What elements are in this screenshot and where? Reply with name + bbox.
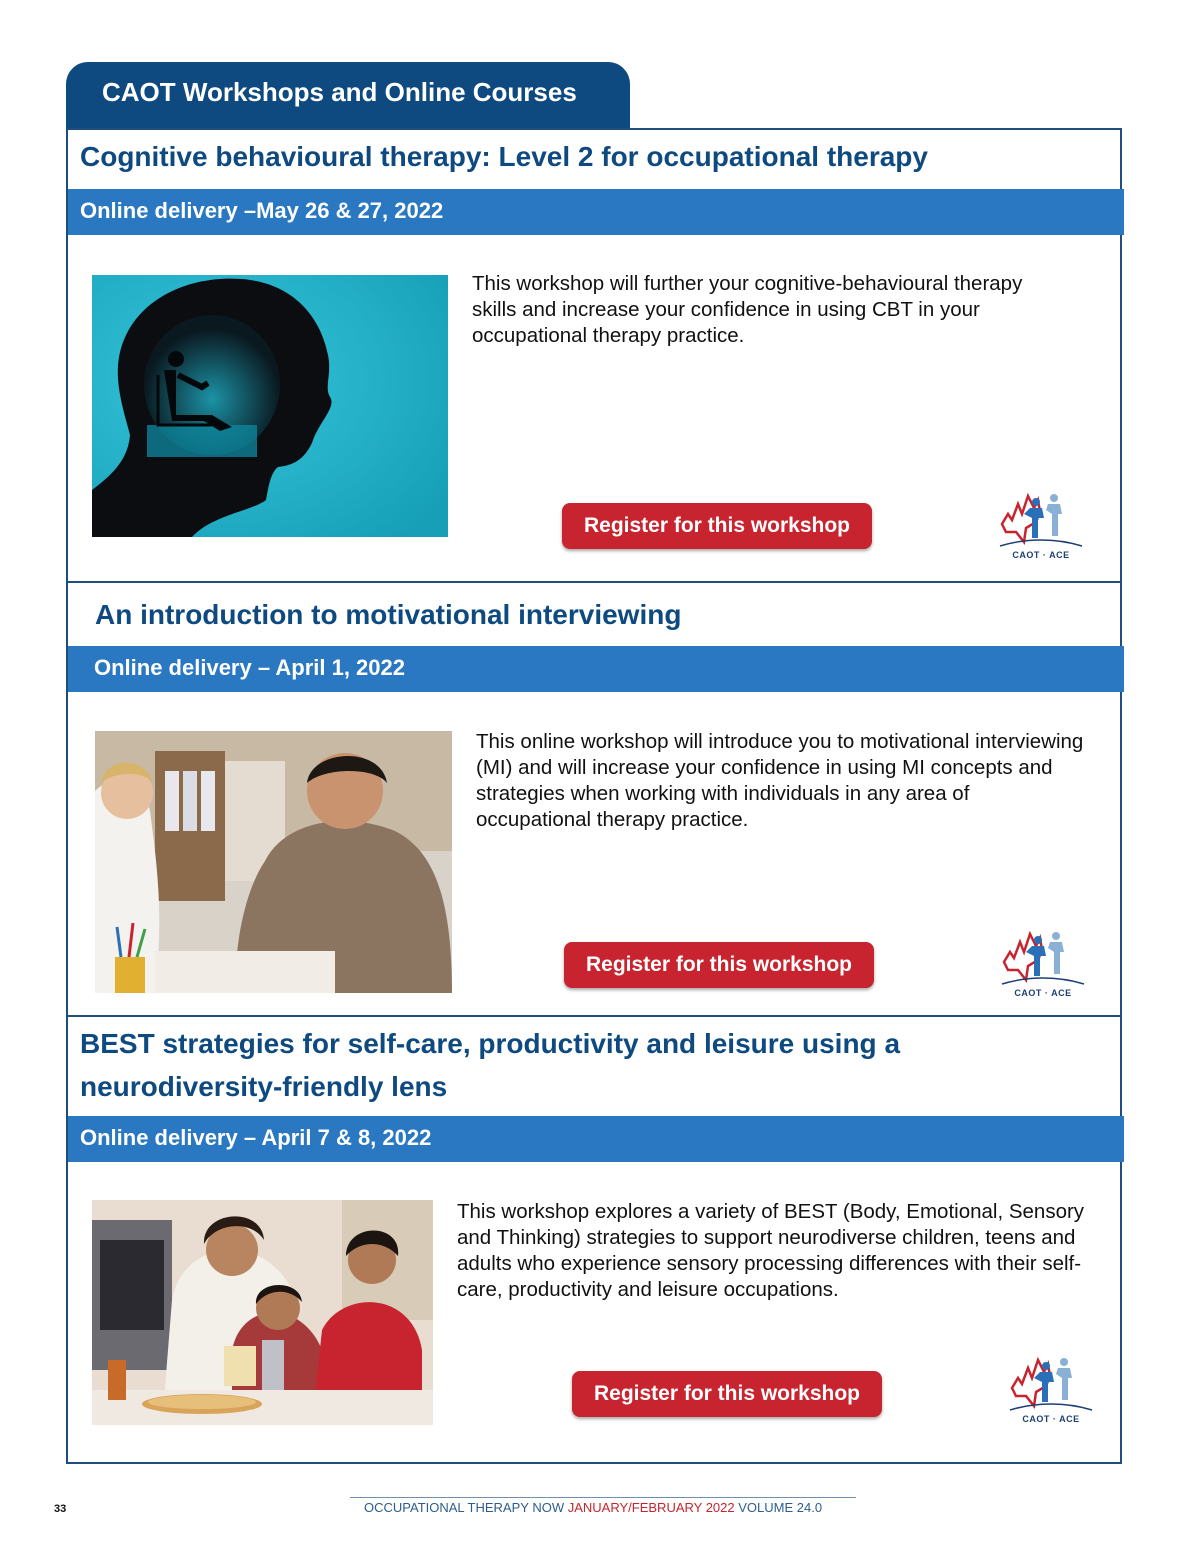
family-cooking-photo	[92, 1200, 433, 1425]
workshop-description: This workshop will further your cognitive-behavioural therapy skills and increase your confidence in using CBT in your occupational therapy practice.	[472, 272, 1023, 347]
section-divider	[66, 1015, 1122, 1017]
delivery-band	[68, 189, 1124, 235]
section-tab	[66, 62, 630, 128]
cbt-head-illustration	[92, 275, 448, 537]
delivery-date: Online delivery – April 7 & 8, 2022	[80, 1125, 432, 1150]
delivery-date: Online delivery –May 26 & 27, 2022	[80, 198, 444, 223]
caot-logo	[996, 488, 1086, 568]
page-number: 33	[54, 1503, 67, 1515]
motivational-interview-photo	[95, 731, 452, 993]
workshop-description: This workshop explores a variety of BEST (Body, Emotional, Sensory and Thinking) strategies to support neurodiverse children, teens and adults who experience sensory processing differences with their self-care, productivity and leisure occupations.	[457, 1200, 1085, 1301]
delivery-band	[68, 646, 1124, 692]
caot-logo-text: CAOT · ACE	[1014, 988, 1072, 998]
delivery-date: Online delivery – April 1, 2022	[94, 655, 405, 680]
register-button[interactable]: Register for this workshop	[562, 503, 872, 549]
delivery-band	[68, 1116, 1124, 1162]
workshop-description: This online workshop will introduce you to motivational interviewing (MI) and will increase your confidence in using MI concepts and strategies when working with individuals in any area of occupational therapy practice.	[476, 730, 1084, 831]
footer-publication: OCCUPATIONAL THERAPY NOW	[364, 1500, 565, 1515]
register-button[interactable]: Register for this workshop	[564, 942, 874, 988]
caot-logo-text: CAOT · ACE	[1022, 1414, 1080, 1424]
footer-issue: JANUARY/FEBRUARY 2022	[567, 1500, 735, 1515]
workshop-title-line2: neurodiversity-friendly lens	[80, 1071, 448, 1102]
register-button[interactable]: Register for this workshop	[572, 1371, 882, 1417]
footer-line	[364, 1500, 822, 1515]
footer-rule	[350, 1497, 856, 1498]
section-divider	[66, 581, 1122, 583]
workshop-title: Cognitive behavioural therapy: Level 2 for occupational therapy	[80, 141, 928, 172]
section-tab-title: CAOT Workshops and Online Courses	[102, 77, 577, 107]
caot-logo	[998, 926, 1088, 1006]
workshop-title: An introduction to motivational interviewing	[95, 599, 682, 630]
caot-logo-text: CAOT · ACE	[1012, 550, 1070, 560]
caot-logo	[1006, 1352, 1096, 1432]
footer-volume: VOLUME 24.0	[738, 1500, 823, 1515]
workshop-title: BEST strategies for self-care, productivity and leisure using a	[80, 1028, 901, 1059]
